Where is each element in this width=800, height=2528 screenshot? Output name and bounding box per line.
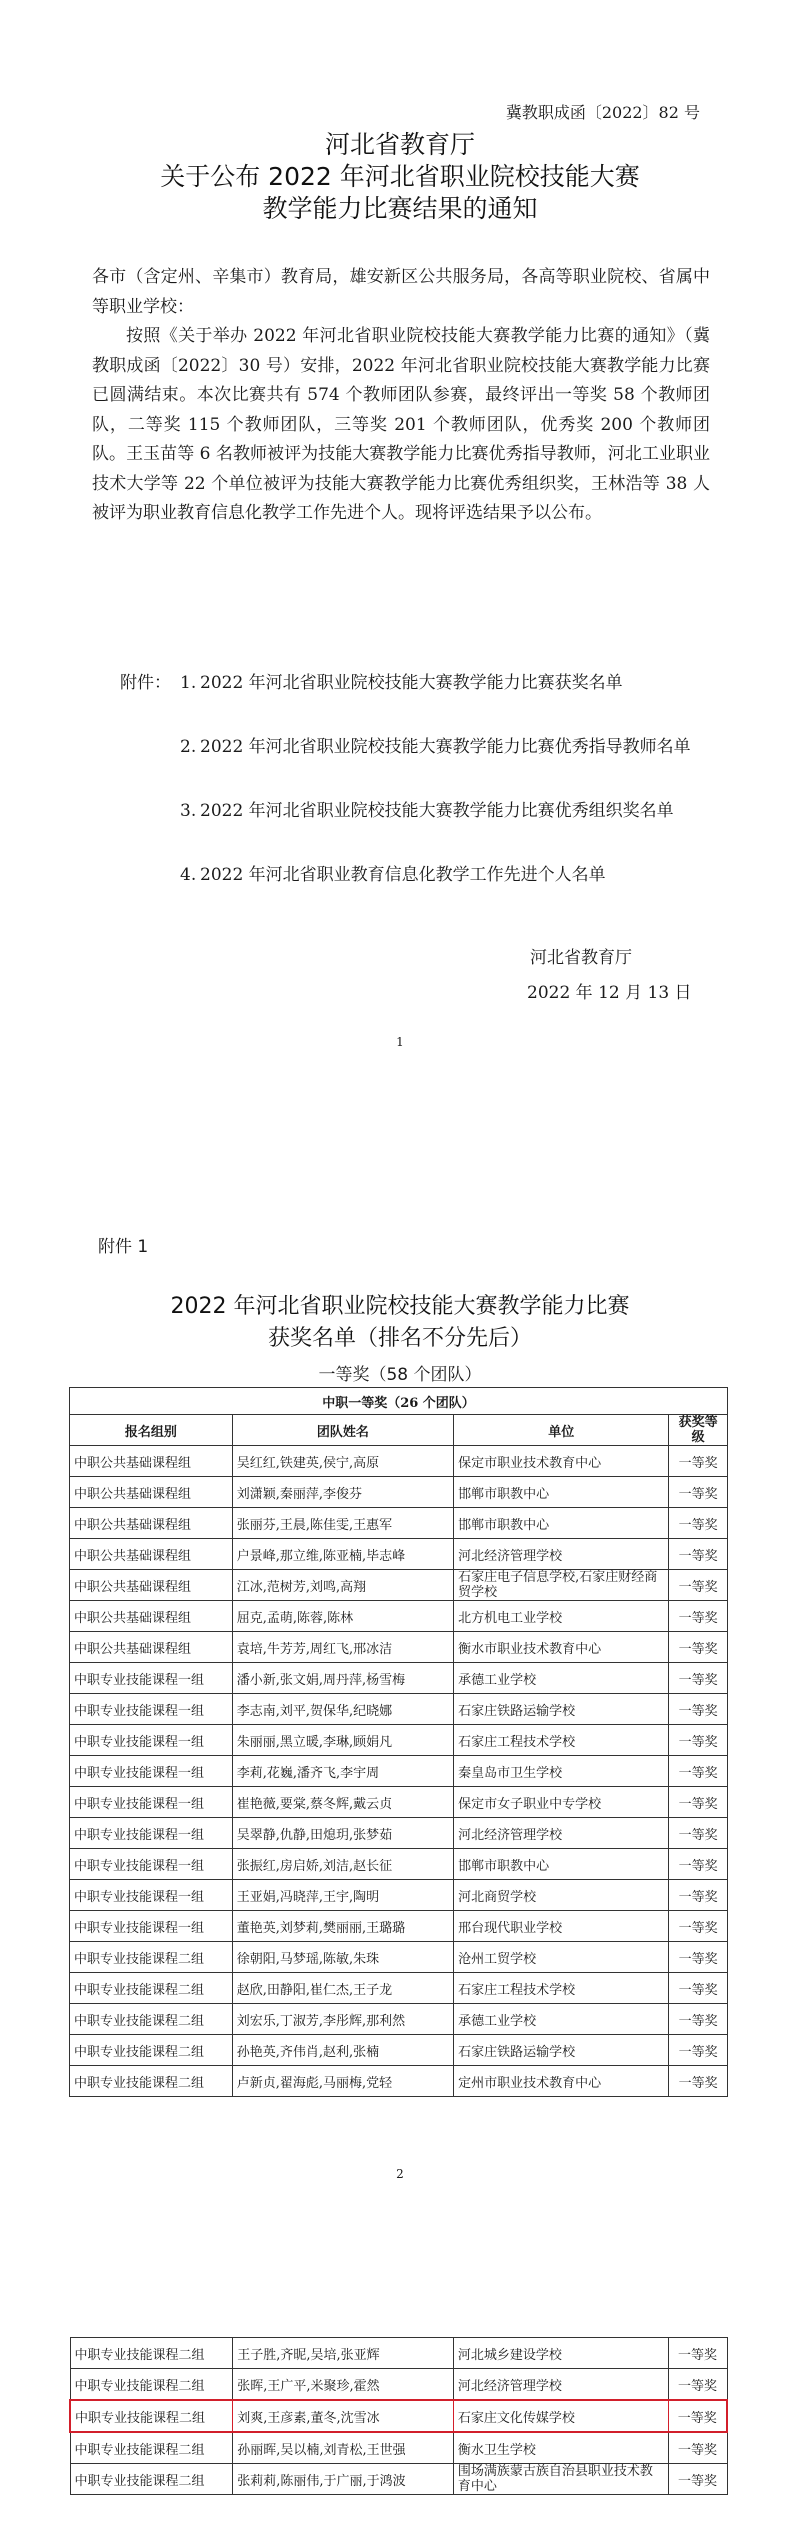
page-number: 2 [396,2167,404,2181]
table-row [70,1756,728,1787]
cell-team: 张丽芬,王晨,陈佳雯,王惠军 [232,1508,453,1539]
main-paragraph: 按照《关于举办 2022 年河北省职业院校技能大赛教学能力比赛的通知》（冀教职成函〔2022〕30 号）安排，2022 年河北省职业院校技能大赛教学能力比赛已圆满结束。本次比赛共有 574 个教师团队参赛，最终评出一等奖 58 个教师团队，二等奖 115 个教师团队，三等奖 201 个教师团队，优秀奖 200 个教师团队。王玉苗等 6 名教师被评为技能大赛教学能力比赛优秀指导教师，河北工业职业技术大学等 22 个单位被评为技能大赛教学能力比赛优秀组织奖，王林浩等 38 人被评为职业教育信息化教学工作先进个人。现将评选结果予以公布。 [92,326,710,523]
table-body [70,2338,727,2495]
cell-level: 一等奖 [669,1756,728,1787]
table-header-row [70,1415,728,1446]
column-header-group: 报名组别 [70,1415,233,1446]
cell-group: 中职公共基础课程组 [70,1477,233,1508]
cell-group: 中职公共基础课程组 [70,1601,233,1632]
attachment-number: 4. [180,865,197,885]
award-table [69,1387,728,2097]
cell-group: 中职专业技能课程二组 [70,2066,233,2097]
table-row [70,1446,728,1477]
cell-group: 中职专业技能课程一组 [70,1694,233,1725]
cell-level: 一等奖 [669,1663,728,1694]
signature-organization: 河北省教育厅 [530,948,632,968]
cell-team: 朱丽丽,黑立暖,李琳,顾娟凡 [232,1725,453,1756]
table-row [70,2338,727,2369]
cell-group: 中职专业技能课程二组 [70,2338,233,2369]
cell-group: 中职专业技能课程一组 [70,1787,233,1818]
document-number: 冀教职成函〔2022〕82 号 [505,103,700,122]
table-row [70,1477,728,1508]
cell-group: 中职公共基础课程组 [70,1570,233,1601]
cell-group: 中职公共基础课程组 [70,1508,233,1539]
attachments-label: 附件： [120,673,171,693]
annex-label: 附件 1 [98,1237,149,1257]
cell-group: 中职专业技能课程二组 [70,1973,233,2004]
cell-unit: 河北经济管理学校 [454,1539,669,1570]
table-row [70,2035,728,2066]
cell-team: 崔艳薇,要棠,蔡冬辉,戴云贞 [232,1787,453,1818]
cell-level: 一等奖 [669,1694,728,1725]
notice-title-line1: 关于公布 2022 年河北省职业院校技能大赛 [160,162,640,191]
cell-team: 吴翠静,仇静,田熄玥,张梦茹 [232,1818,453,1849]
table-row [70,1539,728,1570]
page-number: 1 [396,1035,404,1049]
cell-level: 一等奖 [669,2004,728,2035]
cell-team: 卢新贞,翟海彪,马丽梅,党轻 [232,2066,453,2097]
table-row [70,1787,728,1818]
cell-level: 一等奖 [669,1880,728,1911]
cell-team: 袁培,牛芳芳,周红飞,邢冰洁 [232,1632,453,1663]
cell-team: 赵欣,田静阳,崔仁杰,王子龙 [232,1973,453,2004]
table-row [70,2432,727,2464]
cell-unit: 定州市职业技术教育中心 [454,2066,669,2097]
cell-level: 一等奖 [669,1508,728,1539]
cell-group: 中职专业技能课程二组 [70,2464,233,2495]
cell-team: 屈克,孟萌,陈蓉,陈林 [232,1601,453,1632]
attachment-number: 2. [180,737,197,757]
table-row [70,1601,728,1632]
cell-team: 张晖,王广平,米聚珍,霍然 [233,2369,454,2401]
cell-unit: 北方机电工业学校 [454,1601,669,1632]
table-row [70,1663,728,1694]
cell-level: 一等奖 [668,2400,727,2432]
table-body [70,1446,728,2097]
cell-level: 一等奖 [669,1446,728,1477]
cell-level: 一等奖 [669,1849,728,1880]
cell-group: 中职专业技能课程二组 [70,2400,233,2432]
cell-level: 一等奖 [669,1942,728,1973]
annex-title-line1: 2022 年河北省职业院校技能大赛教学能力比赛 [170,1294,630,1319]
cell-level: 一等奖 [668,2432,727,2464]
cell-team: 刘宏乐,丁淑芳,李彤辉,那利然 [232,2004,453,2035]
cell-level: 一等奖 [669,1601,728,1632]
annex-title-line2: 获奖名单（排名不分先后） [267,1326,532,1351]
cell-group: 中职专业技能课程一组 [70,1663,233,1694]
cell-group: 中职专业技能课程二组 [70,2432,233,2464]
issuer-title: 河北省教育厅 [324,130,475,159]
table-row [70,2004,728,2035]
cell-level: 一等奖 [669,1725,728,1756]
cell-team: 张振红,房启娇,刘洁,赵长征 [232,1849,453,1880]
cell-level: 一等奖 [669,1570,728,1601]
cell-unit: 沧州工贸学校 [454,1942,669,1973]
cell-group: 中职专业技能课程一组 [70,1818,233,1849]
cell-team: 董艳英,刘梦莉,樊丽丽,王璐璐 [232,1911,453,1942]
table-row [70,2369,727,2401]
cell-unit: 秦皇岛市卫生学校 [454,1756,669,1787]
cell-team: 李莉,花巍,潘齐飞,李宇周 [232,1756,453,1787]
attachment-number: 1. [180,673,197,693]
table-row [70,2464,727,2495]
cell-unit: 河北经济管理学校 [453,2369,668,2401]
cell-team: 吴红红,铁建英,侯宁,高原 [232,1446,453,1477]
cell-team: 江冰,范树芳,刘鸣,高翔 [232,1570,453,1601]
cell-team: 王亚娟,冯晓萍,王宇,陶明 [232,1880,453,1911]
cell-unit: 河北城乡建设学校 [453,2338,668,2369]
cell-team: 张莉莉,陈丽伟,于广丽,于鸿波 [233,2464,454,2495]
table-row [70,1849,728,1880]
cell-unit: 邯郸市职教中心 [454,1508,669,1539]
recipients-paragraph: 各市（含定州、辛集市）教育局，雄安新区公共服务局，各高等职业院校、省属中等职业学校： [92,267,710,317]
cell-level: 一等奖 [668,2464,727,2495]
column-header-unit: 单位 [454,1415,669,1446]
cell-unit: 石家庄工程技术学校 [454,1973,669,2004]
section-heading: 中职一等奖（26 个团队） [70,1388,728,1415]
cell-level: 一等奖 [669,2066,728,2097]
notice-title-line2: 教学能力比赛结果的通知 [262,194,538,223]
cell-group: 中职公共基础课程组 [70,1539,233,1570]
cell-team: 孙丽晖,吴以楠,刘青松,王世强 [233,2432,454,2464]
cell-team: 李志南,刘平,贺保华,纪晓娜 [232,1694,453,1725]
cell-level: 一等奖 [669,1632,728,1663]
cell-level: 一等奖 [669,1973,728,2004]
signature-date: 2022 年 12 月 13 日 [527,983,692,1003]
cell-unit: 衡水市职业技术教育中心 [454,1632,669,1663]
cell-group: 中职公共基础课程组 [70,1632,233,1663]
cell-team: 户景峰,那立维,陈亚楠,毕志峰 [232,1539,453,1570]
table-row [70,1632,728,1663]
cell-unit: 河北商贸学校 [454,1880,669,1911]
cell-group: 中职专业技能课程一组 [70,1849,233,1880]
table-row [70,1818,728,1849]
cell-level: 一等奖 [669,1911,728,1942]
cell-unit: 保定市女子职业中专学校 [454,1787,669,1818]
cell-team: 王子胜,齐昵,吴培,张亚辉 [233,2338,454,2369]
table-row [70,2400,727,2432]
prize-heading: 一等奖（58 个团队） [318,1365,482,1385]
cell-group: 中职专业技能课程一组 [70,1880,233,1911]
cell-unit: 邢台现代职业学校 [454,1911,669,1942]
table-row [70,1508,728,1539]
cell-group: 中职专业技能课程一组 [70,1911,233,1942]
cell-unit: 保定市职业技术教育中心 [454,1446,669,1477]
cell-level: 一等奖 [668,2369,727,2401]
cell-team: 徐朝阳,马梦瑶,陈敏,朱珠 [232,1942,453,1973]
attachment-text: 2022 年河北省职业教育信息化教学工作先进个人名单 [200,865,606,885]
attachment-text: 2022 年河北省职业院校技能大赛教学能力比赛优秀组织奖名单 [200,801,674,821]
cell-team: 孙艳英,齐伟肖,赵利,张楠 [232,2035,453,2066]
cell-group: 中职专业技能课程二组 [70,2035,233,2066]
table-row [70,1911,728,1942]
table-row [70,1725,728,1756]
table-section-row [70,1388,728,1415]
table-row [70,1570,728,1601]
cell-unit: 石家庄铁路运输学校 [454,2035,669,2066]
cell-unit: 邯郸市职教中心 [454,1477,669,1508]
table-row [70,1973,728,2004]
cell-level: 一等奖 [669,1787,728,1818]
table-row [70,1880,728,1911]
award-table-continued [69,2337,728,2495]
table-row [70,1942,728,1973]
cell-team: 刘爽,王彦素,董冬,沈雪冰 [233,2400,454,2432]
cell-level: 一等奖 [669,1477,728,1508]
cell-unit: 衡水卫生学校 [453,2432,668,2464]
cell-unit: 围场满族蒙古族自治县职业技术教育中心 [453,2464,668,2495]
cell-group: 中职专业技能课程二组 [70,2004,233,2035]
cell-team: 刘潇颖,秦丽萍,李俊芬 [232,1477,453,1508]
cell-unit: 石家庄电子信息学校,石家庄财经商贸学校 [454,1570,669,1601]
cell-level: 一等奖 [669,1539,728,1570]
cell-unit: 石家庄工程技术学校 [454,1725,669,1756]
attachment-text: 2022 年河北省职业院校技能大赛教学能力比赛获奖名单 [200,673,623,693]
cell-unit: 承德工业学校 [454,1663,669,1694]
cell-team: 潘小新,张文娟,周丹萍,杨雪梅 [232,1663,453,1694]
cell-unit: 石家庄铁路运输学校 [454,1694,669,1725]
cell-level: 一等奖 [669,1818,728,1849]
cell-group: 中职公共基础课程组 [70,1446,233,1477]
cell-unit: 承德工业学校 [454,2004,669,2035]
column-header-level: 获奖等级 [669,1415,728,1446]
column-header-team: 团队姓名 [232,1415,453,1446]
cell-group: 中职专业技能课程一组 [70,1756,233,1787]
attachment-number: 3. [180,801,197,821]
cell-unit: 石家庄文化传媒学校 [453,2400,668,2432]
cell-unit: 邯郸市职教中心 [454,1849,669,1880]
cell-unit: 河北经济管理学校 [454,1818,669,1849]
cell-group: 中职专业技能课程二组 [70,1942,233,1973]
cell-group: 中职专业技能课程一组 [70,1725,233,1756]
attachment-text: 2022 年河北省职业院校技能大赛教学能力比赛优秀指导教师名单 [200,737,691,757]
cell-group: 中职专业技能课程二组 [70,2369,233,2401]
table-row [70,2066,728,2097]
cell-level: 一等奖 [668,2338,727,2369]
cell-level: 一等奖 [669,2035,728,2066]
table-row [70,1694,728,1725]
